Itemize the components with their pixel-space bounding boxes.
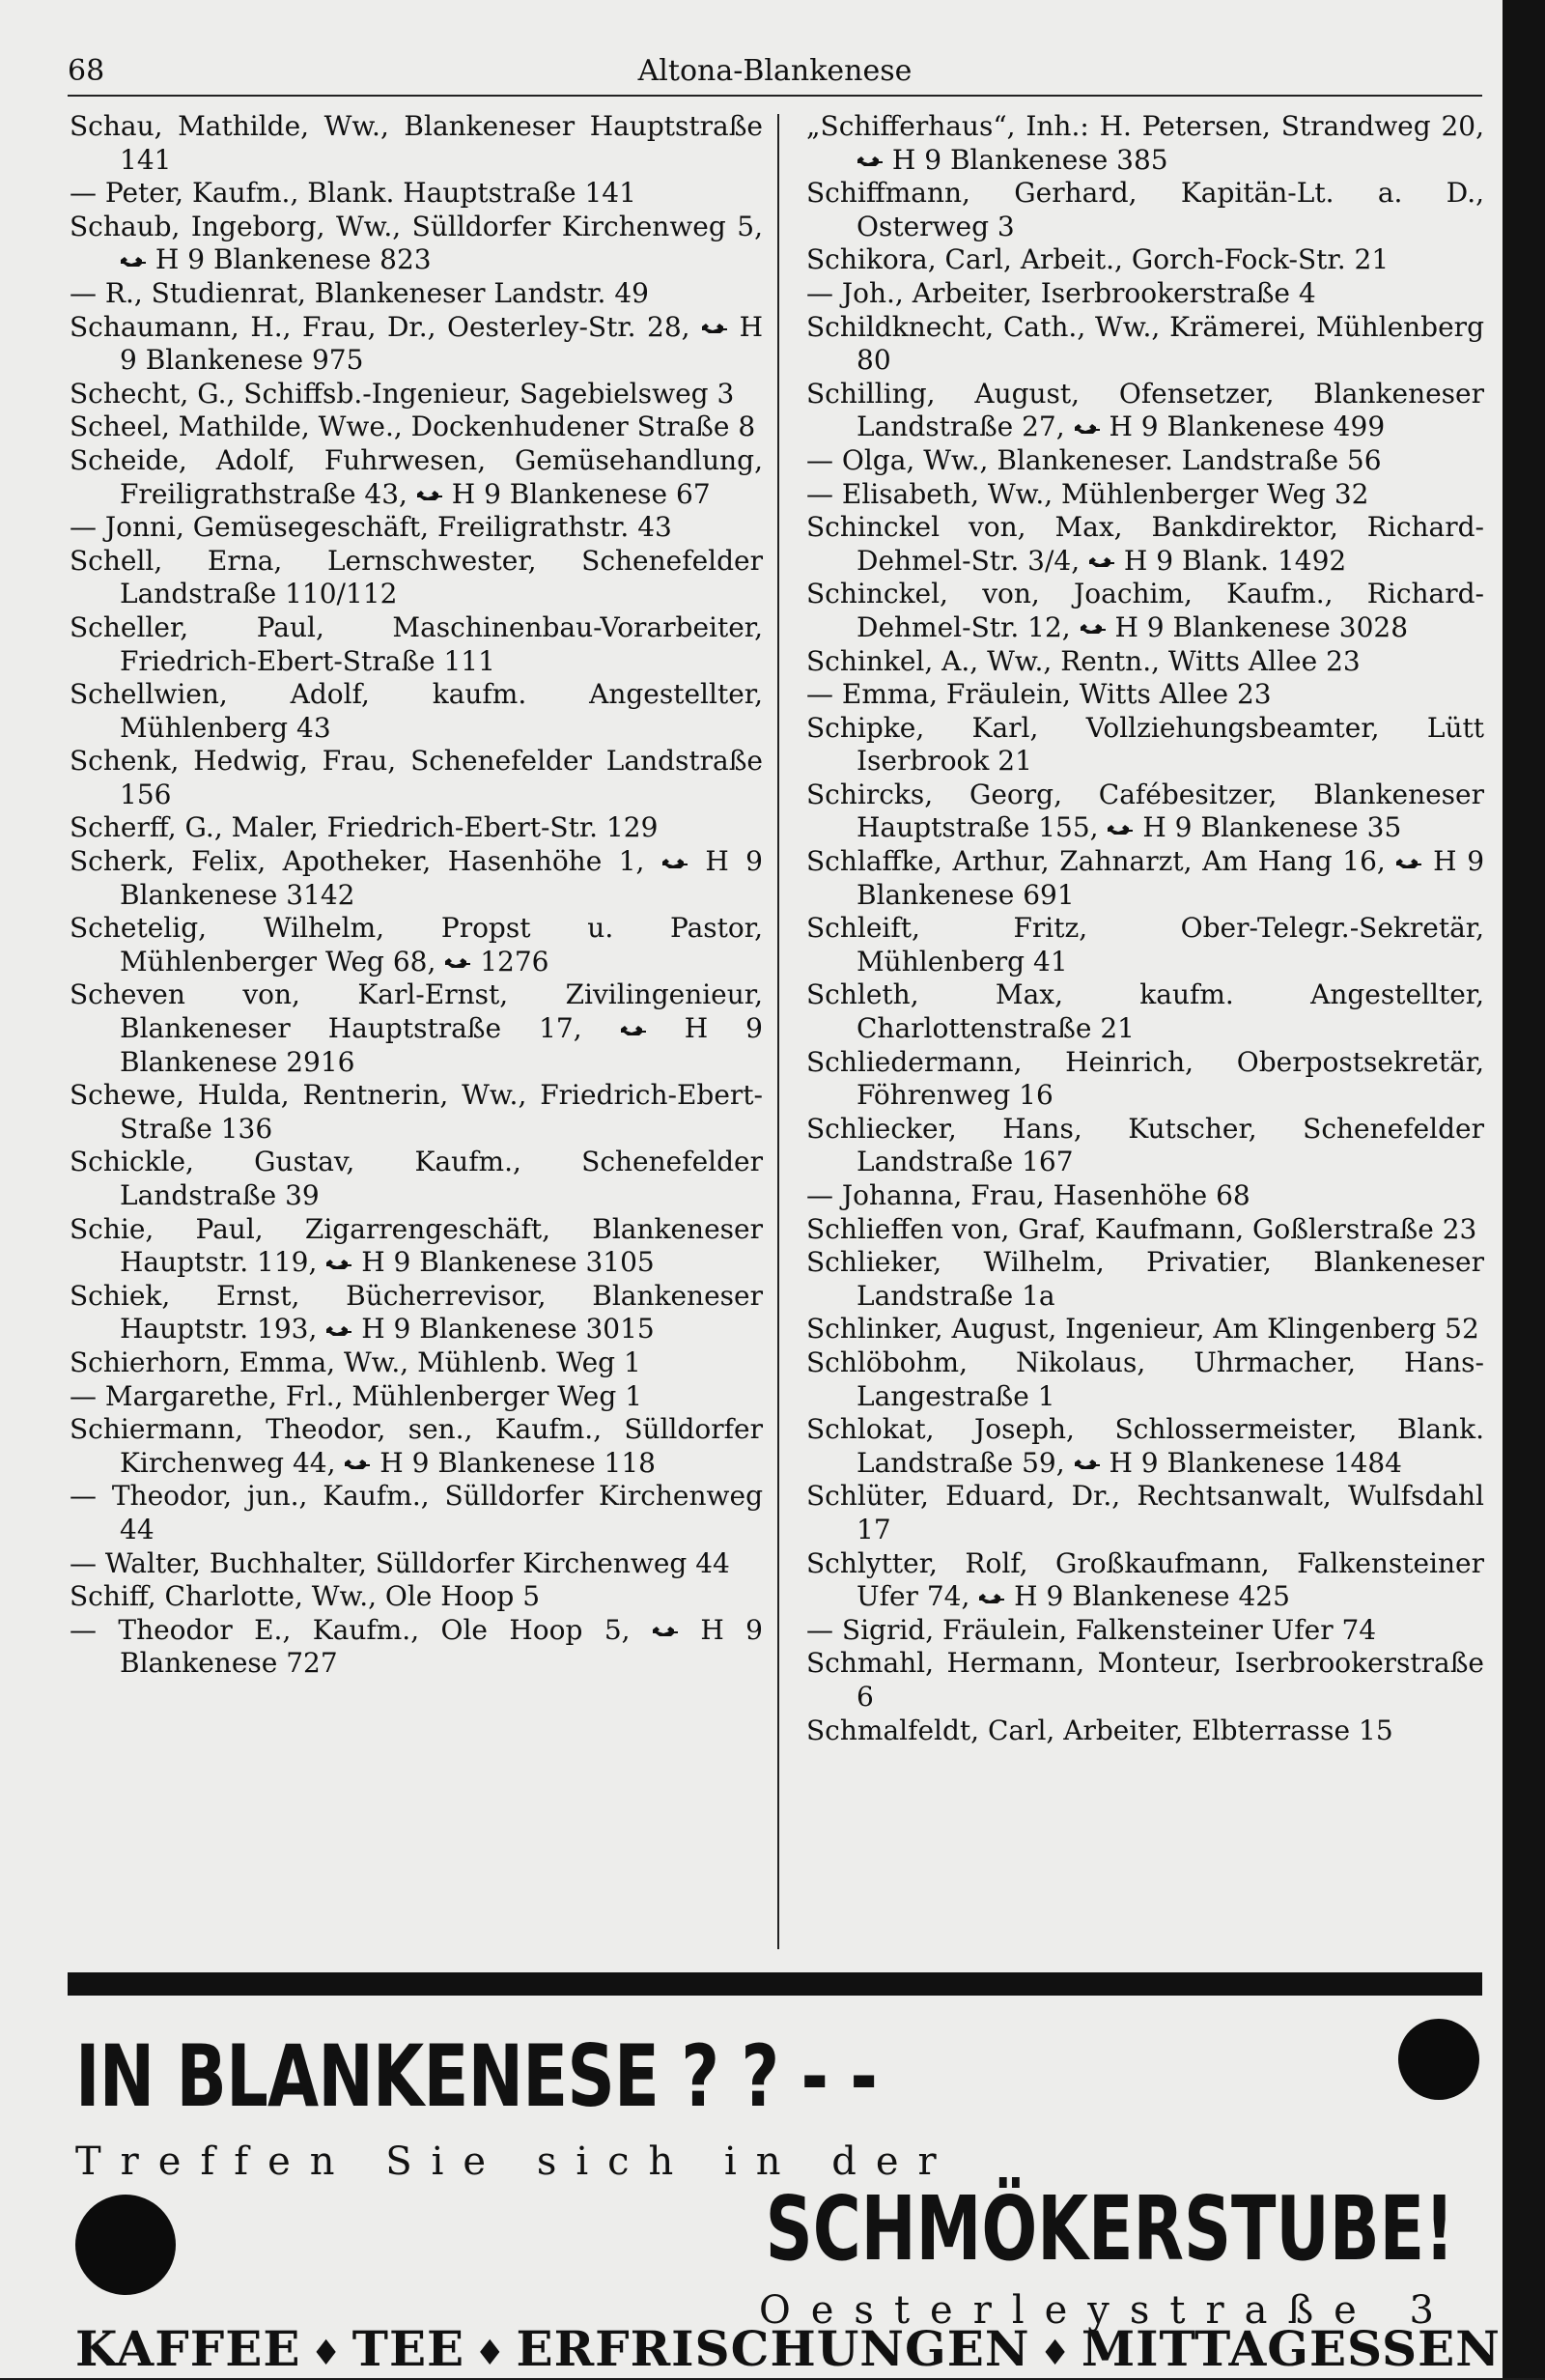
entry-text: Schau, Mathilde, Ww., Blankeneser Hauptstraße 141 [70, 110, 763, 176]
telephone-icon [1107, 823, 1134, 836]
directory-entry [806, 978, 1484, 1045]
directory-entry [70, 1480, 763, 1546]
telephone-icon [652, 1625, 679, 1638]
directory-entry [70, 1380, 763, 1414]
entry-text: Schmahl, Hermann, Monteur, Iserbrookerstraße 6 [806, 1647, 1484, 1713]
entry-text: Schiff, Charlotte, Ww., Ole Hoop 5 [70, 1580, 541, 1613]
entry-text: Schilling, August, Ofensetzer, Blankeneser Landstraße 27, [806, 377, 1484, 443]
directory-entry [70, 912, 763, 978]
entry-text: — Theodor, jun., Kaufm., Sülldorfer Kirchenweg 44 [70, 1480, 763, 1545]
entry-phone: H 9 Blankenese 67 [451, 477, 711, 510]
directory-entry [806, 1614, 1484, 1648]
telephone-icon [857, 155, 884, 168]
directory-entry [806, 444, 1484, 478]
entry-phone: H 9 Blankenese 823 [154, 243, 432, 276]
left-column [70, 110, 763, 1681]
entry-phone: H 9 Blankenese 727 [120, 1613, 763, 1680]
diamond-icon: ♦ [1039, 2333, 1072, 2373]
entry-phone: H 9 Blankenese 691 [857, 845, 1485, 911]
entry-text: Schliedermann, Heinrich, Oberpostsekretär, Föhrenweg 16 [806, 1045, 1484, 1112]
entry-text: Schlinker, August, Ingenieur, Am Klingenberg 52 [806, 1313, 1479, 1346]
directory-entry [806, 311, 1484, 378]
entry-phone: H 9 Blankenese 35 [1142, 811, 1402, 844]
scan-edge [1503, 0, 1545, 2378]
telephone-icon [325, 1258, 352, 1271]
directory-entry [806, 1046, 1484, 1113]
entry-text: Scheller, Paul, Maschinenbau-Vorarbeiter, Friedrich-Ebert-Straße 111 [70, 610, 763, 677]
telephone-icon [978, 1592, 1005, 1605]
entry-text: Schellwien, Adolf, kaufm. Angestellter, Mühlenberg 43 [70, 678, 763, 744]
directory-entry [806, 177, 1484, 243]
entry-text: Scheven von, Karl-Ernst, Zivilingenieur, Blankeneser Hauptstraße 17, [70, 978, 763, 1045]
separator-band [68, 1972, 1482, 1996]
entry-phone: H 9 Blankenese 2916 [120, 1012, 763, 1078]
entry-text: Schliecker, Hans, Kutscher, Schenefelder Landstraße 167 [806, 1112, 1484, 1178]
directory-entry [806, 378, 1484, 444]
directory-entry [70, 978, 763, 1079]
entry-text: Schipke, Karl, Vollziehungsbeamter, Lütt Iserbrook 21 [806, 711, 1484, 778]
entry-text: Schickle, Gustav, Kaufm., Schenefelder Landstraße 39 [70, 1146, 763, 1211]
entry-text: — Joh., Arbeiter, Iserbrookerstraße 4 [806, 276, 1316, 309]
column-divider [777, 114, 779, 1949]
running-head: Altona-Blankenese [637, 54, 913, 88]
directory-entry [70, 1146, 763, 1212]
entry-text: Schaumann, H., Frau, Dr., Oesterley-Str. 28, [70, 310, 690, 343]
entry-text: — Walter, Buchhalter, Sülldorfer Kirchenweg 44 [70, 1546, 730, 1579]
entry-phone: H 9 Blankenese 3028 [1114, 610, 1409, 643]
entry-text: Schildknecht, Cath., Ww., Krämerei, Mühlenberg 80 [806, 310, 1484, 377]
ad-business-name: SCHMÖKERSTUBE! [765, 2177, 1454, 2281]
entry-phone: H 9 Blankenese 3105 [361, 1246, 655, 1279]
entry-text: — Elisabeth, Ww., Mühlenberger Weg 32 [806, 477, 1369, 510]
entry-phone: H 9 Blankenese 499 [1109, 411, 1386, 443]
ad-address: Oesterleystraße 3 [758, 2288, 1454, 2333]
entry-text: — Johanna, Frau, Hasenhöhe 68 [806, 1179, 1250, 1211]
entry-text: — Peter, Kaufm., Blank. Hauptstraße 141 [70, 177, 636, 210]
directory-entry [70, 1580, 763, 1614]
directory-entry [70, 378, 763, 411]
ad-offer: KAFFEE [75, 2320, 301, 2377]
directory-entry [806, 912, 1484, 978]
entry-text: — Emma, Fräulein, Witts Allee 23 [806, 678, 1272, 711]
entry-text: Schlöbohm, Nikolaus, Uhrmacher, Hans-Langestraße 1 [806, 1346, 1484, 1412]
directory-entry [806, 1213, 1484, 1247]
entry-text: Schleift, Fritz, Ober-Telegr.-Sekretär, Mühlenberg 41 [806, 912, 1484, 978]
entry-text: Schiek, Ernst, Bücherrevisor, Blankeneser Hauptstr. 193, [70, 1279, 763, 1346]
directory-entry [70, 1547, 763, 1581]
directory-entry [806, 1313, 1484, 1346]
ad-offers [75, 2320, 1501, 2380]
entry-phone: 1276 [480, 945, 549, 978]
directory-entry [70, 1213, 763, 1280]
entry-text: Schlüter, Eduard, Dr., Rechtsanwalt, Wulfsdahl 17 [806, 1480, 1484, 1545]
entry-text: Schell, Erna, Lernschwester, Schenefelder Landstraße 110/112 [70, 544, 763, 610]
entry-text: — Sigrid, Fräulein, Falkensteiner Ufer 74 [806, 1613, 1377, 1646]
entry-text: Schmalfeldt, Carl, Arbeiter, Elbterrasse 15 [806, 1714, 1393, 1746]
entry-text: Scheide, Adolf, Fuhrwesen, Gemüsehandlung, Freiligrathstraße 43, [70, 443, 763, 510]
entry-text: — Jonni, Gemüsegeschäft, Freiligrathstr. 43 [70, 511, 672, 544]
directory-entry [70, 411, 763, 444]
ad-dot-icon [75, 2195, 176, 2295]
directory-entry [806, 243, 1484, 277]
telephone-icon [1080, 622, 1107, 636]
entry-text: Scheel, Mathilde, Wwe., Dockenhudener Straße 8 [70, 411, 756, 443]
entry-text: Schetelig, Wilhelm, Propst u. Pastor, Mühlenberger Weg 68, [70, 912, 763, 978]
entry-text: Schie, Paul, Zigarrengeschäft, Blankeneser Hauptstr. 119, [70, 1212, 763, 1279]
directory-entry [70, 611, 763, 678]
directory-entry [70, 1614, 763, 1681]
directory-entry [70, 678, 763, 745]
entry-text: Schlieker, Wilhelm, Privatier, Blankeneser Landstraße 1a [806, 1246, 1484, 1312]
directory-entry [70, 177, 763, 211]
directory-entry [806, 1113, 1484, 1179]
directory-entry [806, 277, 1484, 311]
directory-entry [70, 311, 763, 378]
ad-tagline: Treffen Sie sich in der [75, 2139, 956, 2184]
entry-phone: H 9 Blankenese 975 [120, 310, 763, 377]
directory-entry [806, 478, 1484, 512]
page-header [68, 50, 1482, 93]
ad-offer: MITTAGESSEN [1081, 2320, 1501, 2377]
telephone-icon [120, 255, 147, 269]
entry-text: Schinckel von, Max, Bankdirektor, Richard-Dehmel-Str. 3/4, [806, 511, 1484, 577]
telephone-icon [416, 489, 443, 502]
diamond-icon: ♦ [310, 2333, 343, 2373]
entry-text: Schinckel, von, Joachim, Kaufm., Richard-Dehmel-Str. 12, [806, 578, 1484, 643]
entry-text: — R., Studienrat, Blankeneser Landstr. 49 [70, 276, 649, 309]
entry-text: Schiffmann, Gerhard, Kapitän-Lt. a. D., Osterweg 3 [806, 177, 1484, 242]
entry-text: Scherk, Felix, Apotheker, Hasenhöhe 1, [70, 845, 645, 878]
directory-entry [806, 1714, 1484, 1748]
directory-entry [806, 678, 1484, 712]
telephone-icon [661, 857, 688, 870]
entry-phone: H 9 Blankenese 118 [379, 1446, 656, 1479]
telephone-icon [444, 956, 471, 970]
entry-text: Schenk, Hedwig, Frau, Schenefelder Landstraße 156 [70, 745, 763, 810]
directory-entry [806, 578, 1484, 644]
page-number: 68 [68, 54, 105, 88]
entry-text: Schiermann, Theodor, sen., Kaufm., Sülldorfer Kirchenweg 44, [70, 1413, 763, 1479]
directory-entry [806, 1647, 1484, 1714]
telephone-icon [1074, 1458, 1101, 1471]
entry-text: Schlieffen von, Graf, Kaufmann, Goßlerstraße 23 [806, 1212, 1477, 1245]
telephone-icon [1074, 422, 1101, 436]
directory-entry [70, 511, 763, 545]
telephone-icon [344, 1458, 371, 1471]
directory-entry [70, 110, 763, 177]
directory-entry [806, 1246, 1484, 1313]
telephone-icon [1395, 857, 1422, 870]
ad-offer: TEE [351, 2320, 465, 2377]
entry-text: Schinkel, A., Ww., Rentn., Witts Allee 23 [806, 644, 1361, 677]
entry-text: Schircks, Georg, Cafébesitzer, Blankeneser Hauptstraße 155, [806, 778, 1484, 844]
telephone-icon [325, 1324, 352, 1338]
directory-entry [806, 1413, 1484, 1480]
entry-text: Schlytter, Rolf, Großkaufmann, Falkensteiner Ufer 74, [806, 1546, 1484, 1613]
directory-entry [806, 645, 1484, 679]
directory-entry [70, 211, 763, 277]
entry-text: Schierhorn, Emma, Ww., Mühlenb. Weg 1 [70, 1346, 641, 1378]
directory-entry [806, 1179, 1484, 1213]
entry-phone: H 9 Blank. 1492 [1123, 544, 1347, 577]
telephone-icon [1088, 555, 1115, 569]
header-rule [68, 95, 1482, 97]
entry-text: — Theodor E., Kaufm., Ole Hoop 5, [70, 1613, 631, 1646]
entry-text: Schlokat, Joseph, Schlossermeister, Blank. Landstraße 59, [806, 1413, 1484, 1479]
entry-phone: H 9 Blankenese 3142 [120, 845, 763, 911]
entry-text: — Olga, Ww., Blankeneser. Landstraße 56 [806, 443, 1382, 476]
directory-entry [70, 545, 763, 611]
directory-entry [70, 1280, 763, 1346]
entry-phone: H 9 Blankenese 3015 [361, 1313, 655, 1346]
directory-entry [70, 1346, 763, 1380]
ad-offer: ERFRISCHUNGEN [516, 2320, 1030, 2377]
entry-text: Scherff, G., Maler, Friedrich-Ebert-Str. 129 [70, 811, 659, 844]
right-column [806, 110, 1484, 1747]
directory-entry [806, 712, 1484, 779]
directory-entry [70, 745, 763, 811]
directory-entry [70, 811, 763, 845]
ad-headline: IN BLANKENESE ? ? - - [75, 2026, 878, 2126]
entry-phone: H 9 Blankenese 385 [891, 143, 1168, 176]
directory-entry [70, 1413, 763, 1480]
entry-phone: H 9 Blankenese 1484 [1109, 1446, 1402, 1479]
ad-dot-icon [1398, 2019, 1479, 2100]
telephone-icon [620, 1024, 647, 1037]
directory-entry [70, 444, 763, 511]
directory-entry [806, 779, 1484, 845]
entry-text: Schewe, Hulda, Rentnerin, Ww., Friedrich-Ebert-Straße 136 [70, 1079, 763, 1145]
directory-entry [70, 277, 763, 311]
entry-text: „Schifferhaus“, Inh.: H. Petersen, Strandweg 20, [806, 110, 1484, 142]
entry-text: Schleth, Max, kaufm. Angestellter, Charlottenstraße 21 [806, 978, 1484, 1045]
entry-text: Schlaffke, Arthur, Zahnarzt, Am Hang 16, [806, 845, 1386, 878]
diamond-icon: ♦ [474, 2333, 507, 2373]
directory-entry [806, 1480, 1484, 1546]
entry-text: Schaub, Ingeborg, Ww., Sülldorfer Kirchenweg 5, [70, 210, 763, 242]
entry-text: Schecht, G., Schiffsb.-Ingenieur, Sagebielsweg 3 [70, 377, 735, 410]
entry-text: Schikora, Carl, Arbeit., Gorch-Fock-Str. 21 [806, 243, 1390, 276]
directory-entry [806, 1547, 1484, 1614]
entry-phone: H 9 Blankenese 425 [1014, 1580, 1290, 1613]
telephone-icon [701, 322, 728, 335]
directory-entry [806, 511, 1484, 578]
directory-entry [70, 1079, 763, 1146]
directory-entry [806, 845, 1484, 912]
directory-entry [806, 110, 1484, 177]
entry-text: — Margarethe, Frl., Mühlenberger Weg 1 [70, 1379, 643, 1412]
directory-entry [806, 1346, 1484, 1413]
directory-entry [70, 845, 763, 912]
